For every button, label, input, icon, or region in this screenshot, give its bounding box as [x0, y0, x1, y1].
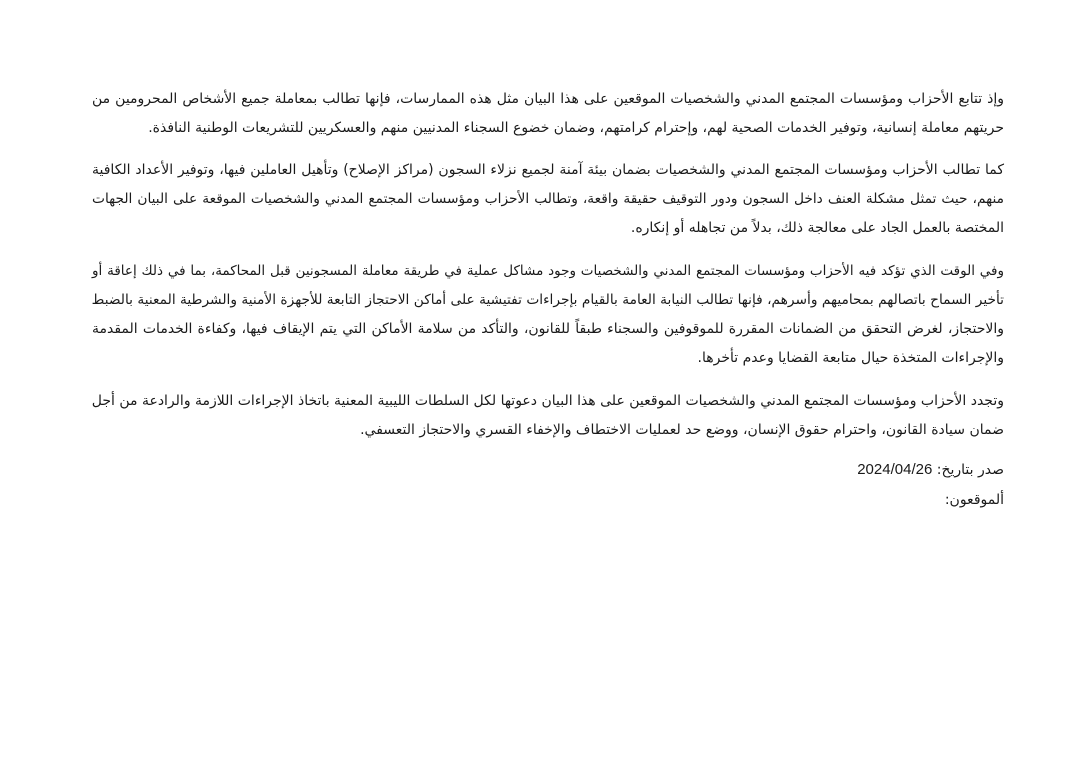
text-line: والإجراءات المتخذة حيال متابعة القضايا وعدم تأخرها.: [697, 350, 1004, 366]
text-line: ضمان سيادة القانون، واحترام حقوق الإنسان، ووضع حد لعمليات الاختطاف والإخفاء القسري والاحتجاز التعسفي.: [360, 422, 1004, 438]
text-line: والاحتجاز، لغرض التحقق من الضمانات المقررة للموقوفين والسجناء طبقاً للقانون، والتأكد من سلامة الأماكن التي يتم الإيقاف فيها، وكفاءة الخدمات المقدمة: [92, 321, 1004, 337]
issue-date-line: [92, 455, 1004, 485]
text-line: كما تطالب الأحزاب ومؤسسات المجتمع المدني والشخصيات بضمان بيئة آمنة لجميع نزلاء السجون (مراكز الإصلاح) وتأهيل العاملين فيها، وتوفير الأعداد الكافية: [92, 162, 1004, 178]
paragraph-detainee-treatment: [92, 85, 1004, 143]
paragraph-prison-safety: [92, 156, 1004, 243]
text-line: وإذ تتابع الأحزاب ومؤسسات المجتمع المدني والشخصيات الموقعين على هذا البيان مثل هذه الممارسات، فإنها تطالب بمعاملة جميع الأشخاص المحرومين من: [92, 91, 1004, 107]
text-line: وفي الوقت الذي تؤكد فيه الأحزاب ومؤسسات المجتمع المدني والشخصيات وجود مشاكل عملية في طريقة معاملة المسجونين قبل المحاكمة، بما في ذلك إعاقة أو: [92, 263, 1004, 279]
text-line: حريتهم معاملة إنسانية، وتوفير الخدمات الصحية لهم، وإحترام كرامتهم، وضمان خضوع السجناء المدنيين منهم والعسكريين للتشريعات الوطنية النافذة.: [148, 120, 1004, 136]
text-line: منهم، حيث تمثل مشكلة العنف داخل السجون ودور التوقيف حقيقة واقعة، وتطالب الأحزاب ومؤسسات المجتمع المدني والشخصيات الموقعة على البيان الجهات: [92, 191, 1004, 207]
text-line: وتجدد الأحزاب ومؤسسات المجتمع المدني والشخصيات الموقعين على هذا البيان دعوتها لكل السلطات الليبية المعنية باتخاذ الإجراءات اللازمة والرادعة من أجل: [91, 393, 1004, 409]
signatories-label: ألموقعون:: [944, 492, 1004, 508]
paragraph-call-to-authorities: [92, 387, 1004, 445]
text-line: المختصة بالعمل الجاد على معالجة ذلك، بدلاً من تجاهله أو إنكاره.: [630, 220, 1004, 236]
issue-date-label: صدر بتاريخ:: [936, 462, 1004, 478]
issue-date-value: 2024/04/26: [857, 461, 933, 478]
statement-body: [92, 85, 1004, 515]
paragraph-pretrial-detention: [92, 257, 1004, 373]
text-line: تأخير السماح باتصالهم بمحاميهم وأسرهم، فإنها تطالب النيابة العامة بالقيام بإجراءات تفتيشية على أماكن الاحتجاز التابعة للأجهزة الأمنية والشرطية المعنية بالضبط: [91, 292, 1004, 308]
